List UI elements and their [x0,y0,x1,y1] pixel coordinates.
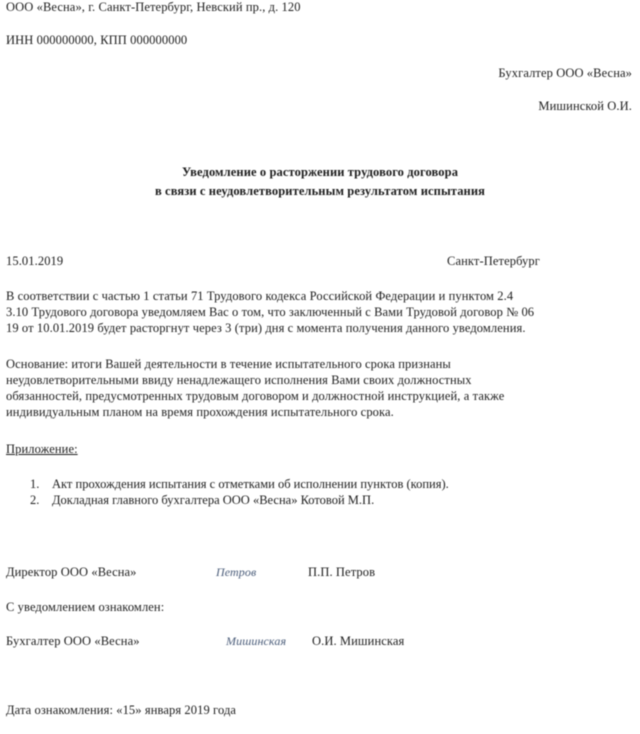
attachments-heading: Приложение: [6,442,78,456]
attachment-item: 2. Докладная главного бухгалтера ООО «Весна» Котовой М.П. [30,493,375,507]
director-name: П.П. Петров [308,565,376,579]
para2-line1: Основание: итоги Вашей деятельности в течение испытательного срока признаны [6,357,451,371]
accountant-signature: Мишинская [226,634,287,648]
document-date: 15.01.2019 [6,254,64,268]
accountant-label: Бухгалтер ООО «Весна» [6,634,140,648]
para1-line2: 3.10 Трудового договора уведомляем Вас о том, что заключенный с Вами Трудовой договор № 06 [6,305,535,319]
acknowledged-label: С уведомлением ознакомлен: [6,600,165,614]
org-address: ООО «Весна», г. Санкт-Петербург, Невский пр., д. 120 [6,0,301,14]
para2-line4: индивидуальным планом на время прохождения испытательного срока. [6,405,394,419]
para2-line3: обязанностей, предусмотренных трудовым договором и должностной инструкцией, а также [6,389,505,403]
document-title-line2: в связи с неудовлетворительным результатом испытания [154,184,486,198]
document-city: Санкт-Петербург [447,254,540,268]
para1-line3: 19 от 10.01.2019 будет расторгнут через 3 (три) дня с момента получения данного уведомления. [6,321,526,335]
para2-line2: неудовлетворительными ввиду ненадлежащего исполнения Вами своих должностных [6,373,472,387]
attachment-item: 1. Акт прохождения испытания с отметками об исполнении пунктов (копия). [30,477,449,491]
document-title-line1: Уведомление о расторжении трудового договора [181,165,459,179]
attachment-item-text: Докладная главного бухгалтера ООО «Весна» Котовой М.П. [52,493,375,507]
para1-line1: В соответствии с частью 1 статьи 71 Трудового кодекса Российской Федерации и пунктом 2.4 [6,289,514,303]
attachment-item-text: Акт прохождения испытания с отметками об исполнении пунктов (копия). [52,477,449,491]
accountant-name: О.И. Мишинская [312,634,405,648]
addressee-position: Бухгалтер ООО «Весна» [498,66,632,80]
director-label: Директор ООО «Весна» [6,565,137,579]
addressee-name: Мишинской О.И. [538,99,632,113]
inn-kpp: ИНН 000000000, КПП 000000000 [6,33,188,47]
director-signature: Петров [216,565,257,579]
receipt-date-line: Дата ознакомления: «15» января 2019 года [6,703,237,717]
